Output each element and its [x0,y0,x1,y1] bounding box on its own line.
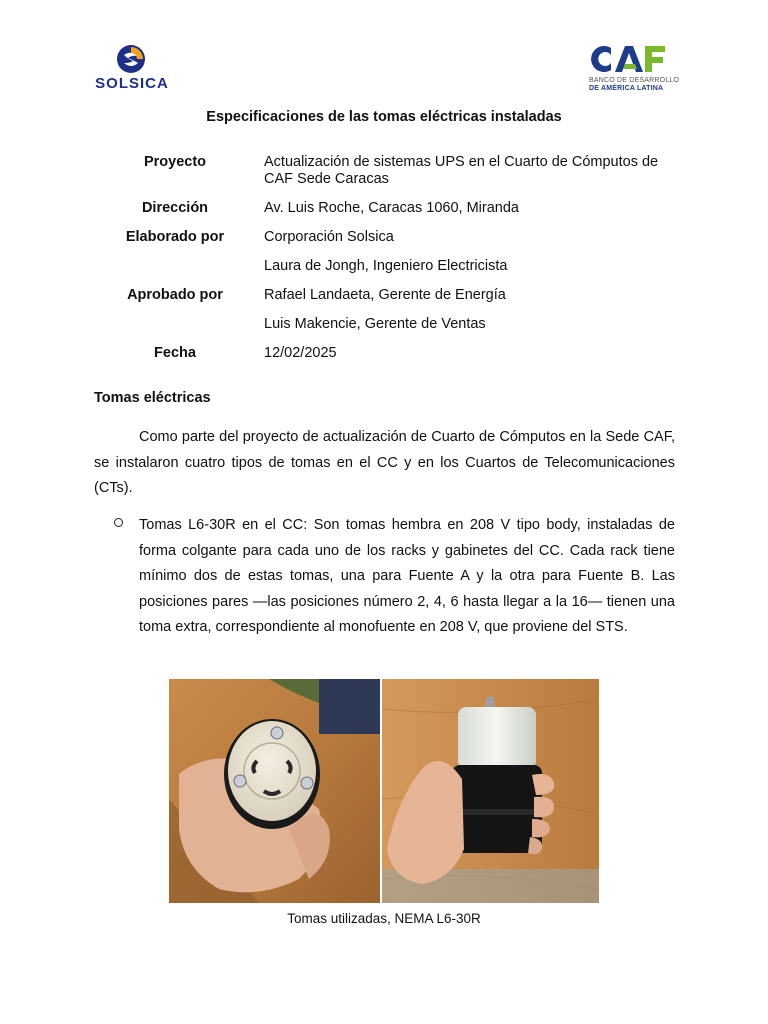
solsica-logo [94,44,170,92]
bullet-text: Tomas L6-30R en el CC: Son tomas hembra en 208 V tipo body, instaladas de forma colgante para cada uno de los racks y gabinetes del CC. Cada rack tiene mínimo dos de estas tomas, una para Fuente A y la otra para Fuente B. Las posiciones pares —las posiciones número 2, 4, 6 hasta llegar a la 16— tienen una toma extra, correspondiente al monofuente en 208 V, que proviene del STS. [139,517,675,635]
info-value: 12/02/2025 [264,345,337,361]
info-value: Rafael Landaeta, Gerente de Energía [264,287,506,303]
info-value: Av. Luis Roche, Caracas 1060, Miranda [264,200,519,216]
solsica-logo-text: SOLSICA [95,75,169,92]
figure-caption: Tomas utilizadas, NEMA L6-30R [287,911,481,926]
solsica-logo-mark-icon [116,44,146,74]
info-value: Laura de Jongh, Ingeniero Electricista [264,258,508,274]
info-label: Fecha [154,345,196,361]
info-label: Proyecto [143,154,207,170]
caf-logo-mark-icon [589,42,667,76]
intro-paragraph: Como parte del proyecto de actualización de Cuarto de Cómputos en la Sede CAF, se instalaron cuatro tipos de tomas en el CC y en los Cuartos de Telecomunicaciones (CTs). [94,429,675,496]
info-value: Corporación Solsica [264,229,394,245]
document-title: Especificaciones de las tomas eléctricas instaladas [206,109,562,125]
caf-tagline-1: BANCO DE DESARROLLO [589,77,680,84]
info-value: Luis Makencie, Gerente de Ventas [264,316,486,332]
caf-logo [587,42,680,94]
connector-body-photo-icon [382,679,599,903]
section-title: Tomas eléctricas [94,390,211,406]
photo-connector-body [382,679,599,903]
info-value: Actualización de sistemas UPS en el Cuarto de Cómputos de CAF Sede Caracas [264,154,659,187]
receptacle-face-photo-icon [169,679,380,903]
caf-tagline-2: DE AMÉRICA LATINA [589,85,664,92]
photo-receptacle-face [169,679,380,903]
info-label: Aprobado por [127,287,223,303]
info-label: Dirección [141,200,209,216]
info-label: Elaborado por [125,229,225,245]
hollow-circle-bullet-icon [114,518,123,527]
